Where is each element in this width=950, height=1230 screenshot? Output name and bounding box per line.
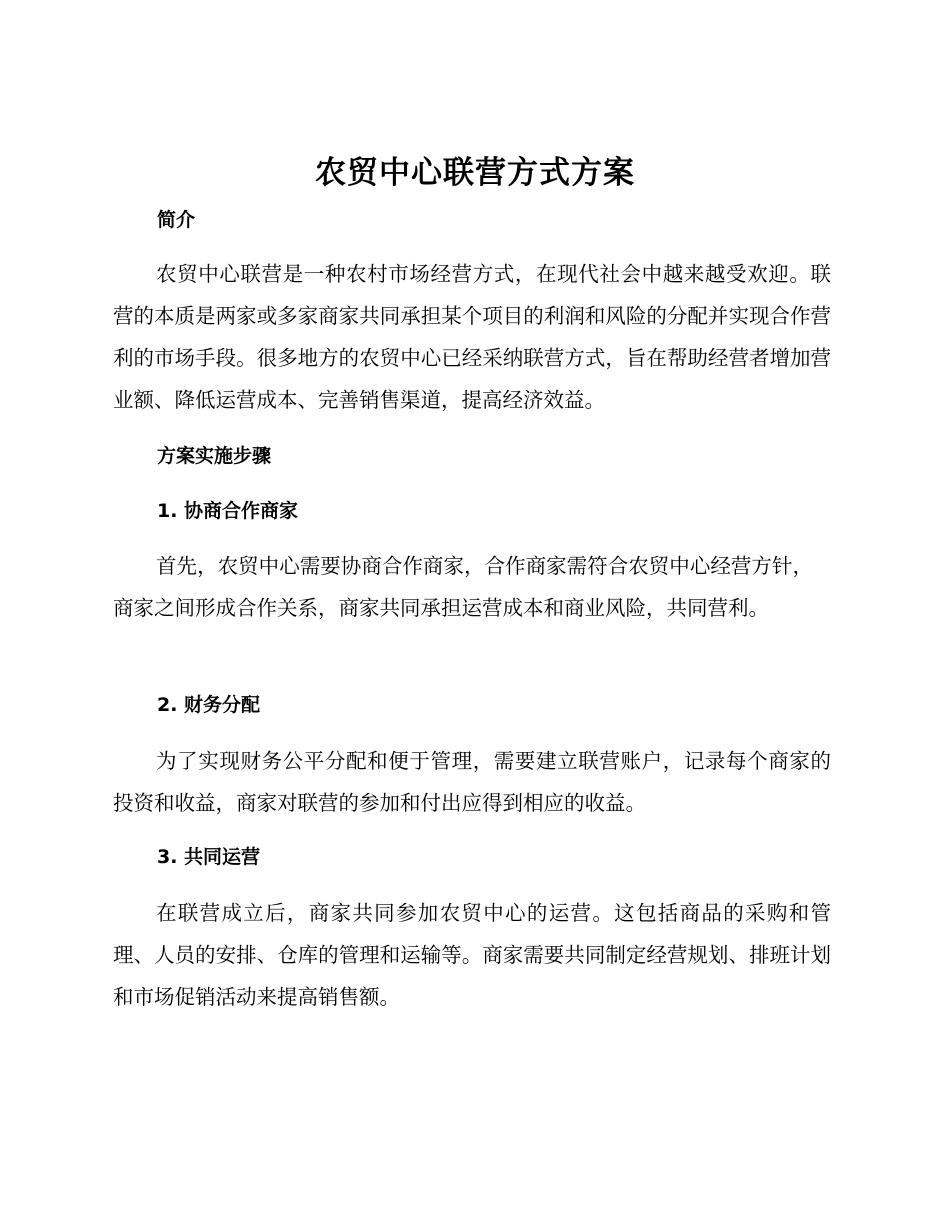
- section-paragraph-step-3: 在联营成立后，商家共同参加农贸中心的运营。这包括商品的采购和管理、人员的安排、仓库的管理和运输等。商家需要共同制定经营规划、排班计划和市场促销活动来提高销售额。: [113, 901, 831, 1009]
- section-heading-steps: 方案实施步骤: [157, 445, 272, 467]
- section-paragraph-intro: 农贸中心联营是一种农村市场经营方式，在现代社会中越来越受欢迎。联营的本质是两家或多家商家共同承担某个项目的利润和风险的分配并实现合作营利的市场手段。很多地方的农贸中心已经采纳联营方式，旨在帮助经营者增加营业额、降低运营成本、完善销售渠道，提高经济效益。: [113, 262, 831, 412]
- section-heading-intro: 简介: [157, 209, 196, 231]
- section-heading-step-1: 1. 协商合作商家: [157, 500, 299, 522]
- section-heading-step-3: 3. 共同运营: [157, 846, 261, 868]
- section-heading-step-2: 2. 财务分配: [157, 694, 261, 716]
- section-paragraph-step-2: 为了实现财务公平分配和便于管理，需要建立联营账户，记录每个商家的投资和收益，商家对联营的参加和付出应得到相应的收益。: [113, 749, 831, 815]
- document-title: 农贸中心联营方式方案: [315, 155, 635, 191]
- section-paragraph-step-1: 首先，农贸中心需要协商合作商家，合作商家需符合农贸中心经营方针，商家之间形成合作关系，商家共同承担运营成本和商业风险，共同营利。: [113, 554, 813, 620]
